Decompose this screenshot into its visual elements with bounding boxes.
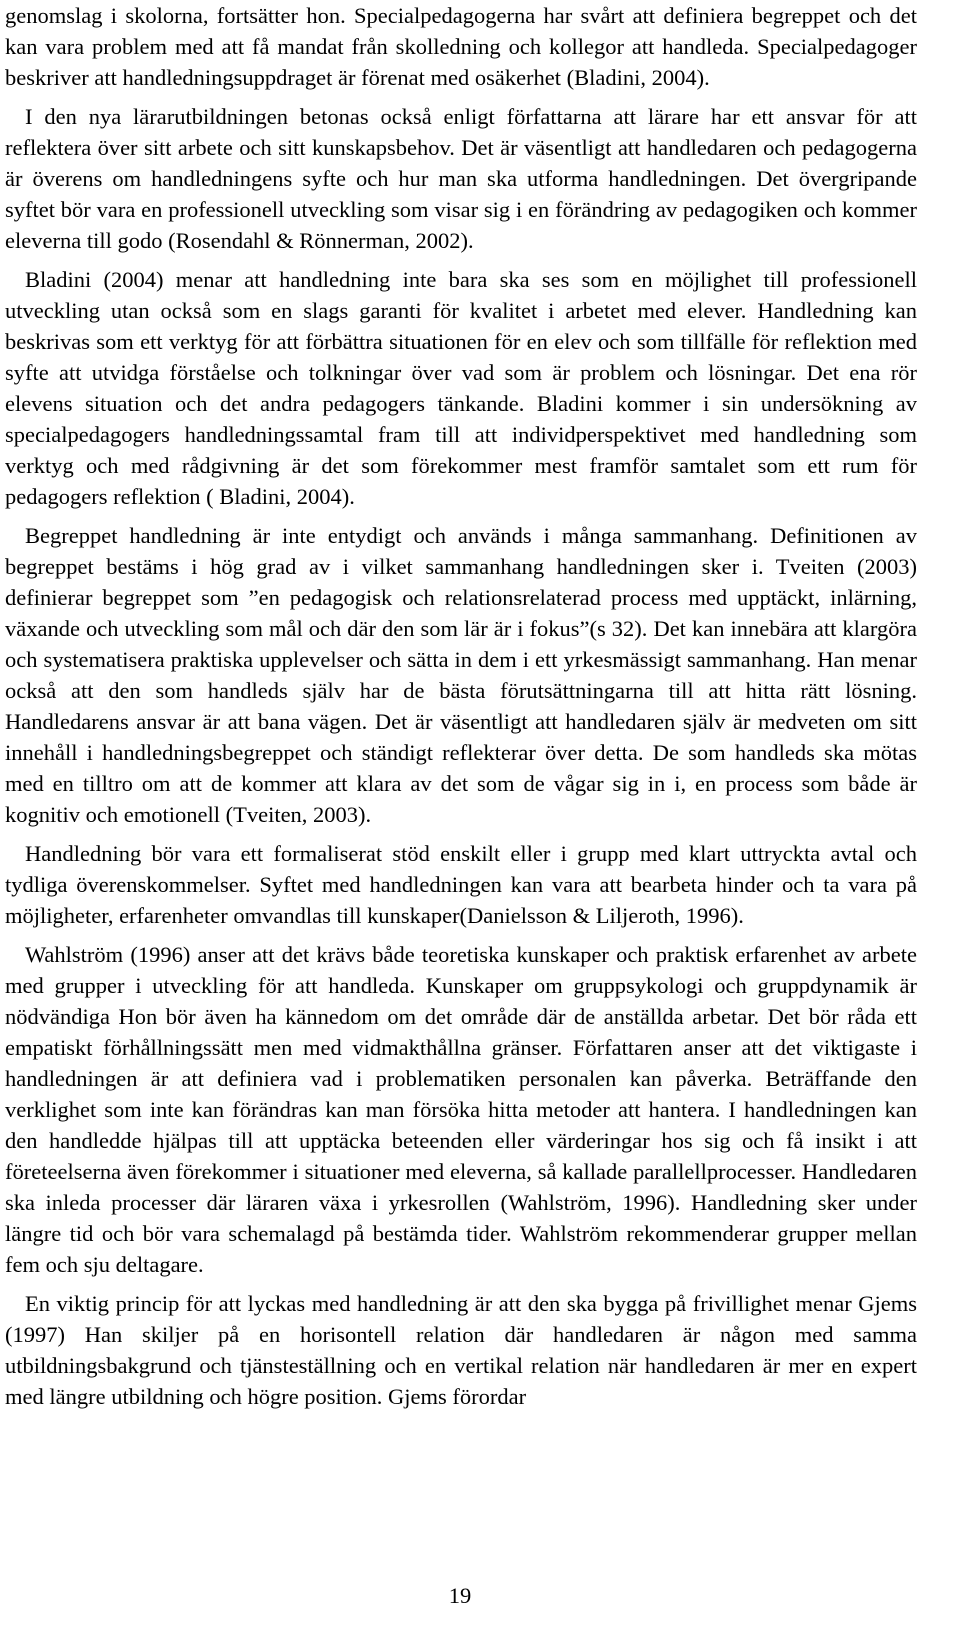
paragraph-lararutbildningen: I den nya lärarutbildningen betonas också enligt författarna att lärare har ett ansvar för att reflektera över sitt arbete och sitt kunskapsbehov. Det är väsentligt att handledaren och pedagogerna är överens om handledningens syfte och hur man ska utforma handledningen. Det övergripande syftet bör vara en professionell utveckling som visar sig i en förändring av pedagogiken och kommer eleverna till godo (Rosendahl & Rönnerman, 2002). xyxy=(5,104,917,253)
paragraph-frivillighet: En viktig princip för att lyckas med handledning är att den ska bygga på frivillighet menar Gjems (1997) Han skiljer på en horisontell relation där handledaren är någon med samma utbildningsbakgrund och tjänsteställning och en vertikal relation när handledaren är mer en expert med längre utbildning och högre position. Gjems förordar xyxy=(5,1291,917,1409)
paragraph-continuation: genomslag i skolorna, fortsätter hon. Specialpedagogerna har svårt att definiera begreppet och det kan vara problem med att få mandat från skolledning och kollegor att handleda. Specialpedagoger beskriver att handledningsuppdraget är förenat med osäkerhet (Bladini, 2004). xyxy=(5,3,917,90)
paragraph-bladini: Bladini (2004) menar att handledning inte bara ska ses som en möjlighet till professionell utveckling utan också som en slags garanti för kvalitet i arbetet med elever. Handledning kan beskrivas som ett verktyg för att förbättra situationen för en elev och som tillfälle för reflektion med syfte att utvidga förståelse och tolkningar över vad som är problem och lösningar. Det ena rör elevens situation och det andra pedagogers tänkande. Bladini kommer i sin undersökning av specialpedagogers handledningssamtal fram till att individperspektivet med handledning som verktyg och med rådgivning är det som förekommer mest framför samtalet som ett rum för pedagogers reflektion ( Bladini, 2004). xyxy=(5,267,917,509)
page-number: 19 xyxy=(448,1583,472,1608)
document-body xyxy=(5,0,917,1412)
paragraph-formaliserat-stod: Handledning bör vara ett formaliserat stöd enskilt eller i grupp med klart uttryckta avtal och tydliga överenskommelser. Syftet med handledningen kan vara att bearbeta hinder och ta vara på möjligheter, erfarenheter omvandlas till kunskaper(Danielsson & Liljeroth, 1996). xyxy=(5,841,917,928)
paragraph-wahlstrom: Wahlström (1996) anser att det krävs både teoretiska kunskaper och praktisk erfarenhet av arbete med grupper i utveckling för att handleda. Kunskaper om gruppsykologi och gruppdynamik är nödvändiga Hon bör även ha kännedom om det område där de anställda arbetar. Det bör råda ett empatiskt förhållningssätt men med vidmakthållna gränser. Författaren anser att det viktigaste i handledningen är att definiera vad i problematiken personalen kan påverka. Beträffande den verklighet som inte kan förändras kan man försöka hitta metoder att hantera. I handledningen kan den handledde hjälpas till att upptäcka beteenden eller värderingar hos sig och få insikt i att företeelserna även förekommer i situationer med eleverna, så kallade parallellprocesser. Handledaren ska inleda processer där läraren växa i yrkesrollen (Wahlström, 1996). Handledning sker under längre tid och bör vara schemalagd på bestämda tider. Wahlström rekommenderar grupper mellan fem och sju deltagare. xyxy=(5,942,917,1277)
paragraph-begreppet-handledning: Begreppet handledning är inte entydigt och används i många sammanhang. Definitionen av begreppet bestäms i hög grad av i vilket sammanhang handledningen sker i. Tveiten (2003) definierar begreppet som ”en pedagogisk och relationsrelaterad process med upptäckt, inlärning, växande och utveckling som mål och där den som lär är i fokus”(s 32). Det kan innebära att klargöra och systematisera praktiska upplevelser och sätta in dem i ett yrkesmässigt sammanhang. Han menar också att den som handleds själv har de bästa förutsättningarna till att hitta rätt lösning. Handledarens ansvar är att bana vägen. Det är väsentligt att handledaren själv är medveten om sitt innehåll i handledningsbegreppet och ständigt reflekterar över detta. De som handleds ska mötas med en tilltro om att de kommer att klara av det som de vågar sig in i, en process som både är kognitiv och emotionell (Tveiten, 2003). xyxy=(5,523,917,827)
